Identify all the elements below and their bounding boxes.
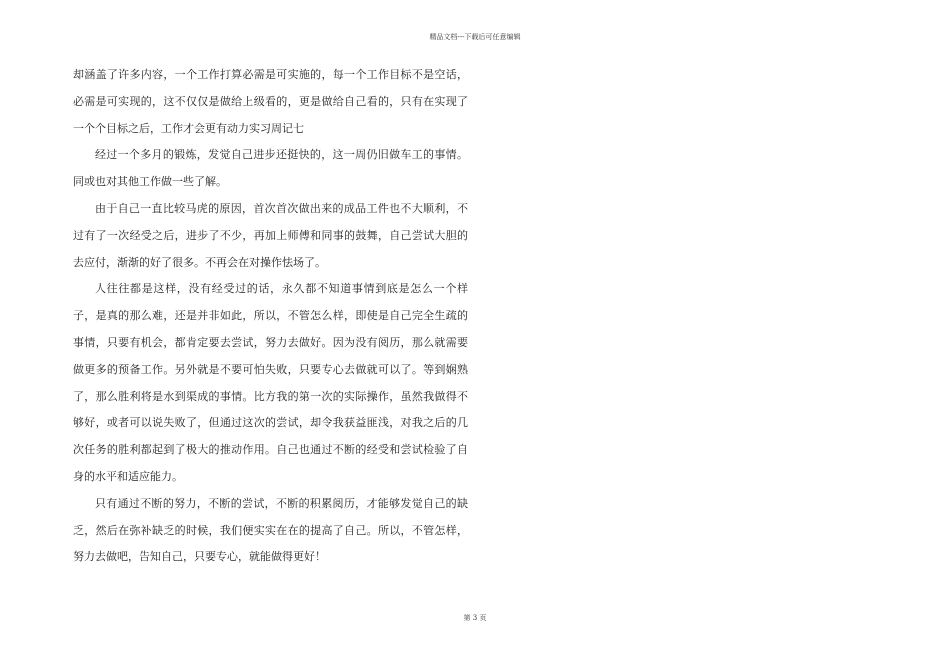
body-paragraph-3: 由于自己一直比较马虎的原因，首次首次做出来的成品工件也不大顺利，不过有了一次经受之后，进步了不少，再加上师傅和同事的鼓舞，自己尝试大胆的去应付，渐渐的好了很多。不再会在对操作怯场了。 [73,201,468,269]
body-paragraph-1: 却涵盖了许多内容，一个工作打算必需是可实施的，每一个工作目标不是空话，必需是可实现的，这不仅仅是做给上级看的，更是做给自己看的，只有在实现了一个个目标之后，工作才会更有动力实习周记七 [73,68,468,135]
page-number: 第 3 页 [463,614,487,622]
document-body [73,62,468,571]
body-paragraph-5: 只有通过不断的努力，不断的尝试，不断的积累阅历，才能够发觉自己的缺乏，然后在弥补缺乏的时候，我们便实实在在的提高了自己。所以，不管怎样，努力去做吧，告知自己，只要专心，就能做得更好！ [73,496,468,564]
body-paragraph-4: 人往往都是这样，没有经受过的话，永久都不知道事情到底是怎么一个样子，是真的那么难，还是并非如此，所以，不管怎么样，即使是自己完全生疏的事情，只要有机会，都肯定要去尝试，努力去做好。因为没有阅历，那么就需要做更多的预备工作。另外就是不要可怕失败，只要专心去做就可以了。等到娴熟了，那么胜利将是水到渠成的事情。比方我的第一次的实际操作，虽然我做得不够好，或者可以说失败了，但通过这次的尝试，却令我获益匪浅，对我之后的几次任务的胜利都起到了极大的推动作用。自己也通过不断的经受和尝试检验了自身的水平和适应能力。 [73,282,468,483]
page-header: 精品文档---下载后可任意编辑 [429,33,521,41]
body-paragraph-2: 经过一个多月的锻炼，发觉自己进步还挺快的，这一周仍旧做车工的事情。同或也对其他工作做一些了解。 [73,148,468,189]
